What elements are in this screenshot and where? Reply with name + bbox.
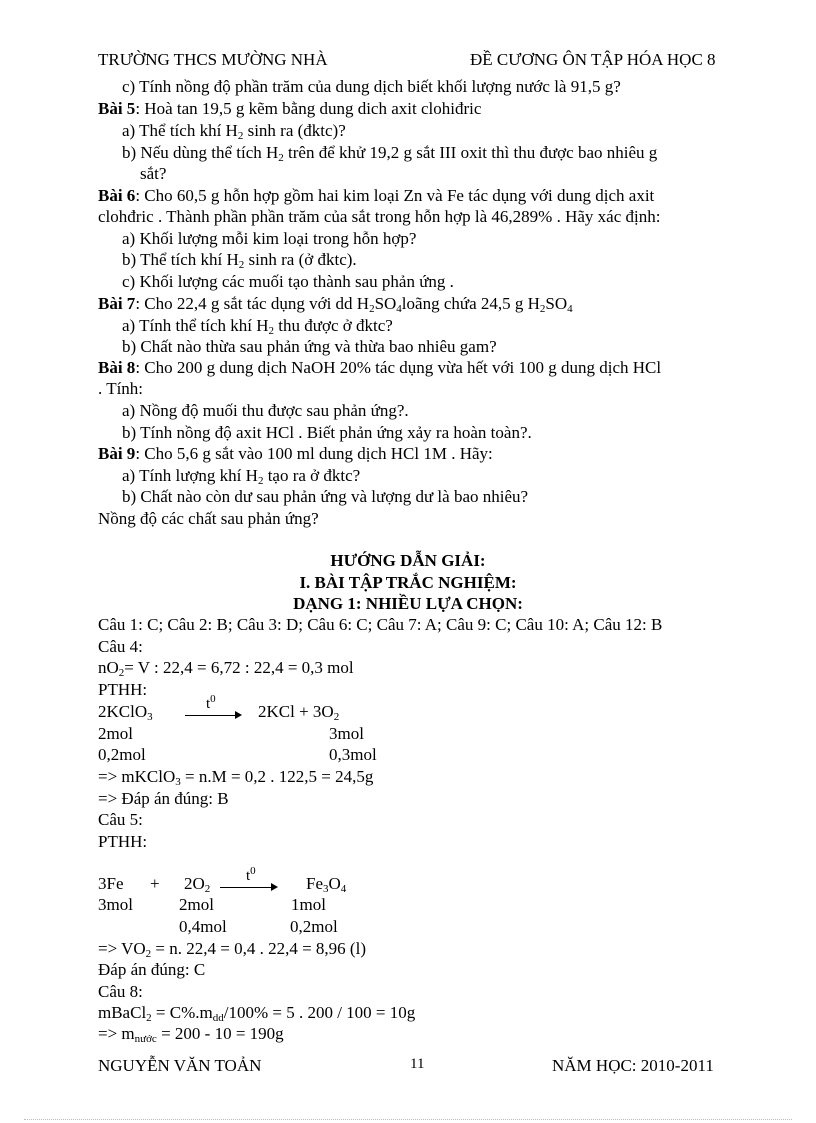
cau4-answer: => Đáp án đúng: B	[98, 789, 229, 808]
reaction-arrow-icon	[220, 887, 276, 888]
guide-title: HƯỚNG DẪN GIẢI:	[330, 551, 486, 570]
cau4-temperature-label: $t^0$	[206, 693, 216, 712]
cau8-mass-water: => $m_{nước} = 200 - 10 = 190g$	[98, 1024, 284, 1045]
cau4-products: $2KCl + 3O_2$	[258, 702, 340, 723]
bai7-heading: Bài 7: Cho 22,4 g sắt tác dụng với dd $H_2SO_4loãng$ chứa 24,5 g $H_2SO_4$	[98, 294, 573, 315]
page-bottom-divider	[24, 1119, 792, 1120]
bai9-part-a: a) Tính lượng khí $H_2$ tạo ra ở đktc?	[122, 466, 361, 487]
section-title: I. BÀI TẬP TRẮC NGHIỆM:	[299, 573, 517, 592]
bai7-part-a: a) Tính thể tích khí $H_2$ thu được ở đktc?	[122, 316, 393, 337]
reaction-arrow-icon	[185, 715, 240, 716]
cau5-plus: +	[150, 874, 160, 893]
bai8-heading: Bài 8: Cho 200 g dung dịch NaOH 20% tác dụng vừa hết với 100 g dung dịch HCl	[98, 358, 662, 377]
cau4-title: Câu 4:	[98, 637, 143, 656]
cau4-pthh: PTHH:	[98, 680, 148, 699]
bai9-part-b: b) Chất nào còn dư sau phản ứng và lượng dư là bao nhiêu?	[122, 487, 529, 506]
cau5-mol-e: 0,2mol	[290, 917, 338, 936]
cau8-mass-bacl2: mBaCl$_2$ = $C\%.m_{dd}/100\% = 5$ . 200 / 100 = 10g	[98, 1003, 416, 1024]
cau4-mol-c: 0,2mol	[98, 745, 146, 764]
answers-line: Câu 1: C; Câu 2: B; Câu 3: D; Câu 6: C; Câu 7: A; Câu 9: C; Câu 10: A; Câu 12: B	[98, 615, 663, 634]
bai4-part-c: c) Tính nồng độ phần trăm của dung dịch biết khối lượng nước là 91,5 g?	[122, 77, 621, 96]
bai6-part-a: a) Khối lượng mỗi kim loại trong hỗn hợp?	[122, 229, 417, 248]
bai7-part-b: b) Chất nào thừa sau phản ứng và thừa bao nhiêu gam?	[122, 337, 497, 356]
bai9-heading: Bài 9: Cho 5,6 g sắt vào 100 ml dung dịch HCl 1M . Hãy:	[98, 444, 493, 463]
cau5-reactant-o2: $2O_2$	[184, 874, 211, 895]
bai6-part-c: c) Khối lượng các muối tạo thành sau phản ứng .	[122, 272, 454, 291]
cau4-moles: $nO_2= V$ : 22,4 = 6,72 : 22,4 = 0,3 mol	[98, 658, 354, 679]
bai5-part-b-cont: sắt?	[140, 164, 167, 183]
bai8-line2: . Tính:	[98, 379, 144, 398]
footer-author: NGUYỄN VĂN TOẢN	[98, 1056, 262, 1075]
bai6-heading: Bài 6: Cho 60,5 g hỗn hợp gồm hai kim loại Zn và Fe tác dụng với dung dịch axit	[98, 186, 655, 205]
bai5-part-a: a) Thể tích khí $H_2$ sinh ra (đktc)?	[122, 121, 346, 142]
cau5-mol-b: 2mol	[179, 895, 214, 914]
header-doc-title: ĐỀ CƯƠNG ÔN TẬP HÓA HỌC 8	[470, 50, 716, 69]
cau4-mol-d: 0,3mol	[329, 745, 377, 764]
header-school: TRƯỜNG THCS MƯỜNG NHÀ	[98, 50, 328, 69]
bai9-note: Nồng độ các chất sau phản ứng?	[98, 509, 319, 528]
cau5-temperature-label: $t^0$	[246, 865, 256, 884]
bai5-part-b: b) Nếu dùng thể tích $H_2$ trên để khử 19,2 g sắt III oxit thì thu được bao nhiêu g	[122, 143, 658, 164]
cau4-mol-a: 2mol	[98, 724, 133, 743]
subsection-title: DẠNG 1: NHIỀU LỰA CHỌN:	[293, 594, 523, 613]
cau5-mol-d: 0,4mol	[179, 917, 227, 936]
cau5-answer: Đáp án đúng: C	[98, 960, 206, 979]
cau5-product: $Fe_3O_4$	[306, 874, 347, 895]
page-number: 11	[410, 1056, 425, 1072]
cau5-title: Câu 5:	[98, 810, 143, 829]
cau5-reactant-fe: 3Fe	[98, 874, 124, 893]
bai8-part-a: a) Nồng độ muối thu được sau phản ứng?.	[122, 401, 409, 420]
cau5-mol-a: 3mol	[98, 895, 133, 914]
cau4-mass: => mKClO$_3$ = n.M = 0,2 . 122,5 = 24,5g	[98, 767, 374, 788]
cau4-mol-b: 3mol	[329, 724, 364, 743]
cau8-title: Câu 8:	[98, 982, 143, 1001]
footer-year: NĂM HỌC: 2010-2011	[552, 1056, 714, 1075]
cau5-pthh: PTHH:	[98, 832, 148, 851]
cau4-reactant: 2KClO$_3$	[98, 702, 153, 723]
bai6-line2: clohđric . Thành phần phần trăm của sắt trong hỗn hợp là 46,289% . Hãy xác định:	[98, 207, 661, 226]
bai8-part-b: b) Tính nồng độ axit HCl . Biết phản ứng xảy ra hoàn toàn?.	[122, 423, 532, 442]
cau5-mol-c: 1mol	[291, 895, 326, 914]
cau5-volume: => $VO_2 = n$. 22,4 = 0,4 . 22,4 = 8,96 (l)	[98, 939, 366, 960]
bai5-heading: Bài 5: Hoà tan 19,5 g kẽm bằng dung dich axit clohiđric	[98, 99, 482, 118]
bai6-part-b: b) Thể tích khí $H_2$ sinh ra (ở đktc).	[122, 250, 357, 271]
